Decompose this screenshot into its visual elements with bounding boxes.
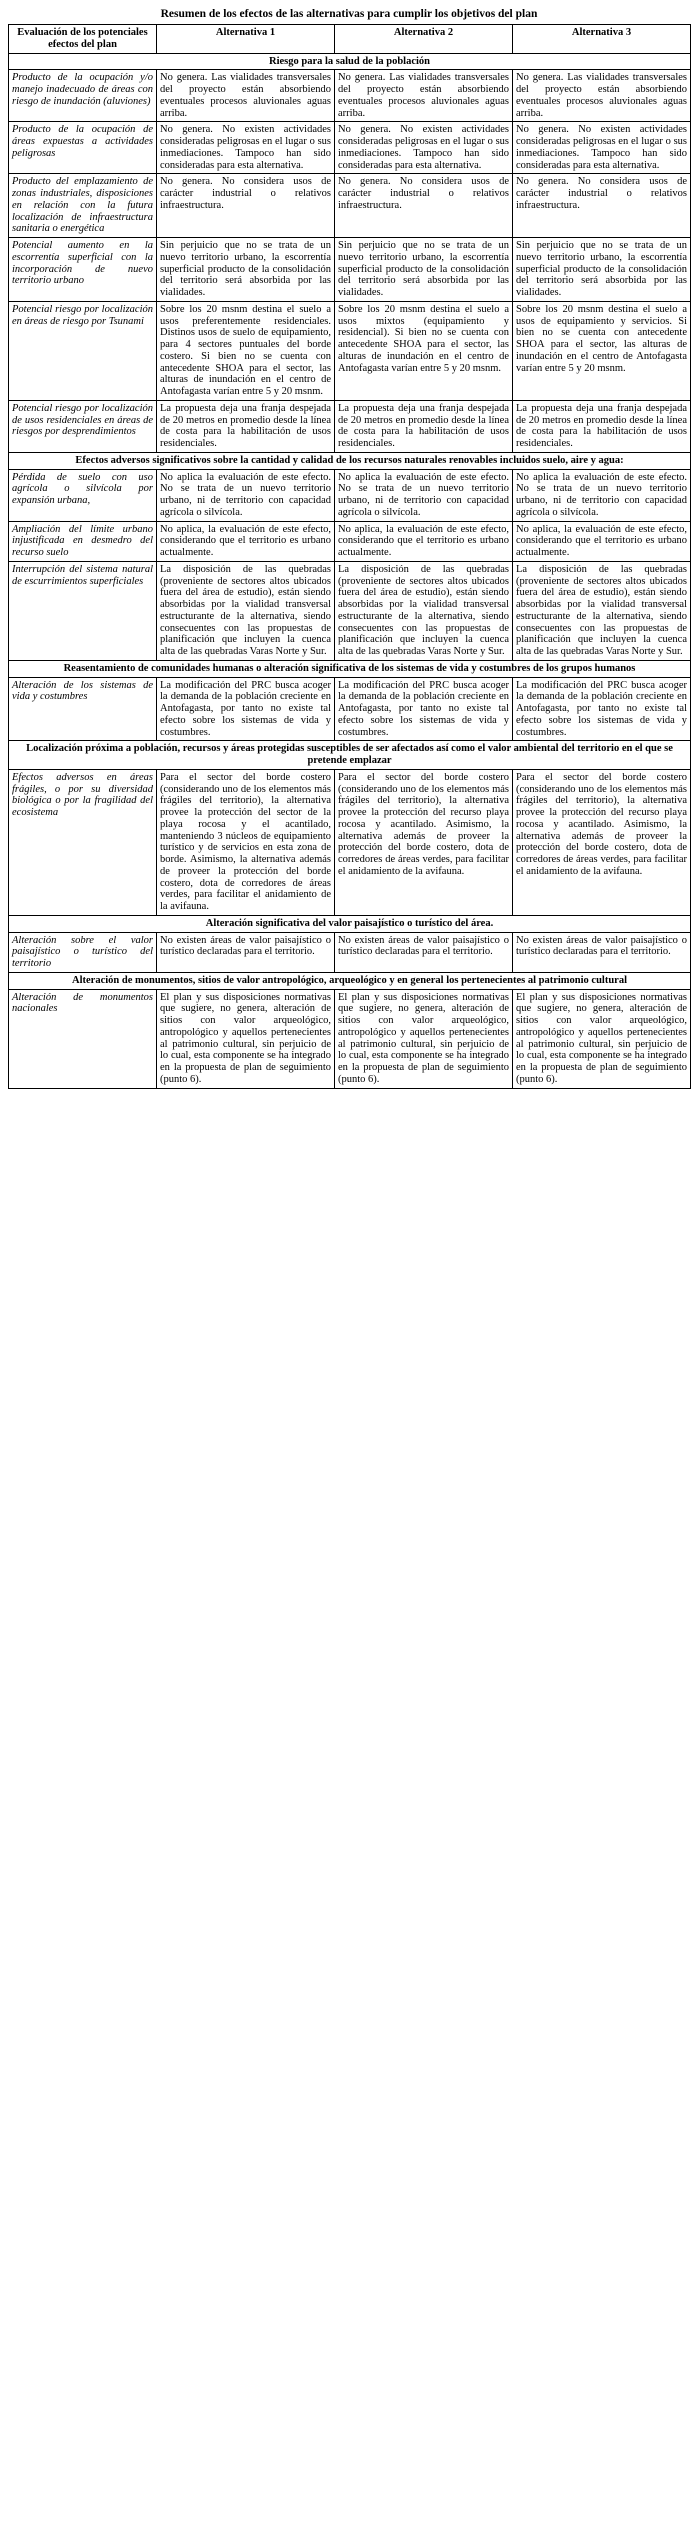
row-criterion: Potencial riesgo por localización de usos residenciales en áreas de riesgos por desprendimientos [9,400,157,452]
table-row [9,521,691,561]
row-alt1: La modificación del PRC busca acoger la demanda de la población creciente en Antofagasta, por tanto no existe tal efecto sobre los sistemas de vida y costumbres. [157,677,335,741]
row-criterion: Ampliación del límite urbano injustificada en desmedro del recurso suelo [9,521,157,561]
document-page [0,0,698,1099]
row-alt3: Sin perjuicio que no se trata de un nuevo territorio urbano, la escorrentía superficial producto de la consolidación del territorio será absorbida por las vialidades. [513,238,691,302]
table-row [9,301,691,400]
row-alt3: No genera. Las vialidades transversales del proyecto están absorbiendo eventuales procesos aluvionales aguas arriba. [513,70,691,122]
section-band-label: Efectos adversos significativos sobre la cantidad y calidad de los recursos naturales renovables incluidos suelo, aire y agua: [9,452,691,469]
row-alt2: La disposición de las quebradas (proveniente de sectores altos ubicados fuera del área de estudio), están siendo absorbidas por la vialidad transversal estructurante de la alternativa, siendo consecuentes con las propuestas de planificación que incluyen la cuenca alta de las quebradas Varas Norte y Sur. [335,561,513,660]
row-criterion: Alteración sobre el valor paisajístico o turístico del territorio [9,932,157,972]
row-alt2: La propuesta deja una franja despejada de 20 metros en promedio desde la línea de costa para la habilitación de usos residenciales. [335,400,513,452]
section-band-row [9,972,691,989]
row-alt1: No genera. No considera usos de carácter industrial o relativos infraestructura. [157,174,335,238]
header-alternativa-1: Alternativa 1 [157,25,335,54]
row-alt3: No genera. No existen actividades consideradas peligrosas en el lugar o sus inmediaciones. Tampoco han sido consideradas para esta alternativa. [513,122,691,174]
row-alt3: No aplica, la evaluación de este efecto, considerando que el territorio es urbano actualmente. [513,521,691,561]
table-row [9,400,691,452]
row-criterion: Producto del emplazamiento de zonas industriales, disposiciones en relación con la futura localización de infraestructura sanitaria o energética [9,174,157,238]
table-row [9,561,691,660]
row-alt3: No existen áreas de valor paisajístico o turístico declaradas para el territorio. [513,932,691,972]
table-header-row [9,25,691,54]
row-alt2: No aplica la evaluación de este efecto. No se trata de un nuevo territorio urbano, ni de territorio con capacidad agrícola o silvícola. [335,469,513,521]
row-alt1: Para el sector del borde costero (considerando uno de los elementos más frágiles del territorio), la alternativa provee la protección del sector de la playa rocosa y el acantilado, manteniendo 3 núcleos de equipamiento turístico y de servicios en esta zona de borde. Asimismo, la alternativa además de proveer la protección del borde costero, dota de corredores de áreas verdes, para facilitar el anidamiento de la avifauna. [157,769,335,915]
row-alt3: La modificación del PRC busca acoger la demanda de la población creciente en Antofagasta, por tanto no existe tal efecto sobre los sistemas de vida y costumbres. [513,677,691,741]
section-band-label: Riesgo para la salud de la población [9,53,691,70]
row-alt2: No existen áreas de valor paisajístico o turístico declaradas para el territorio. [335,932,513,972]
row-alt2: No genera. No existen actividades consideradas peligrosas en el lugar o sus inmediaciones. Tampoco han sido consideradas para esta alternativa. [335,122,513,174]
table-row [9,932,691,972]
row-alt2: Para el sector del borde costero (considerando uno de los elementos más frágiles del territorio), la alternativa provee la protección del recurso playa rocosa y acantilado. Asimismo, la alternativa además de proveer la protección del borde costero, dota de corredores de áreas verdes, para facilitar el anidamiento de la avifauna. [335,769,513,915]
row-criterion: Potencial riesgo por localización en áreas de riesgo por Tsunami [9,301,157,400]
table-row [9,677,691,741]
section-band-row [9,741,691,770]
row-alt2: El plan y sus disposiciones normativas que sugiere, no genera, alteración de sitios con valor arqueológico, antropológico y aquellos pertenecientes al patrimonio cultural, sin perjuicio de lo cual, esta componente se ha integrado en la propuesta de plan de seguimiento (punto 6). [335,989,513,1088]
row-alt1: No genera. No existen actividades consideradas peligrosas en el lugar o sus inmediaciones. Tampoco han sido consideradas para esta alternativa. [157,122,335,174]
table-row [9,122,691,174]
section-band-label: Reasentamiento de comunidades humanas o alteración significativa de los sistemas de vida y costumbres de los grupos humanos [9,660,691,677]
section-band-label: Alteración de monumentos, sitios de valor antropológico, arqueológico y en general los pertenecientes al patrimonio cultural [9,972,691,989]
header-criteria: Evaluación de los potenciales efectos del plan [9,25,157,54]
row-criterion: Producto de la ocupación de áreas expuestas a actividades peligrosas [9,122,157,174]
row-alt3: Sobre los 20 msnm destina el suelo a usos de equipamiento y servicios. Si bien no se cuenta con antecedente SHOA para el sector, las alturas de inundación en el centro de Antofagasta varían entre 5 y 20 msnm. [513,301,691,400]
row-criterion: Alteración de los sistemas de vida y costumbres [9,677,157,741]
row-alt3: No aplica la evaluación de este efecto. No se trata de un nuevo territorio urbano, ni de territorio con capacidad agrícola o silvícola. [513,469,691,521]
table-row [9,989,691,1088]
row-alt1: No aplica, la evaluación de este efecto, considerando que el territorio es urbano actualmente. [157,521,335,561]
row-alt2: No genera. Las vialidades transversales del proyecto están absorbiendo eventuales procesos aluvionales aguas arriba. [335,70,513,122]
row-alt1: La disposición de las quebradas (proveniente de sectores altos ubicados fuera del área de estudio), están siendo absorbidas por la vialidad transversal estructurante de la alternativa, siendo consecuentes con las propuestas de planificación que incluyen la cuenca alta de las quebradas Varas Norte y Sur. [157,561,335,660]
header-alternativa-3: Alternativa 3 [513,25,691,54]
table-row [9,469,691,521]
alternatives-summary-table [8,24,691,1089]
row-alt2: La modificación del PRC busca acoger la demanda de la población creciente en Antofagasta, por tanto no existe tal efecto sobre los sistemas de vida y costumbres. [335,677,513,741]
row-alt2: Sin perjuicio que no se trata de un nuevo territorio urbano, la escorrentía superficial producto de la consolidación del territorio será absorbida por las vialidades. [335,238,513,302]
row-alt1: No genera. Las vialidades transversales del proyecto están absorbiendo eventuales procesos aluvionales aguas arriba. [157,70,335,122]
section-band-label: Localización próxima a población, recursos y áreas protegidas susceptibles de ser afectados así como el valor ambiental del territorio en el que se pretende emplazar [9,741,691,770]
row-alt2: No genera. No considera usos de carácter industrial o relativos infraestructura. [335,174,513,238]
table-row [9,238,691,302]
row-alt2: Sobre los 20 msnm destina el suelo a usos mixtos (equipamiento y residencial). Si bien no se cuenta con antecedente SHOA para el sector, las alturas de inundación en el centro de Antofagasta varían entre 5 y 20 msnm. [335,301,513,400]
section-band-row [9,660,691,677]
row-criterion: Pérdida de suelo con uso agrícola o silvícola por expansión urbana, [9,469,157,521]
row-alt1: El plan y sus disposiciones normativas que sugiere, no genera, alteración de sitios con valor arqueológico, antropológico y aquellos pertenecientes al patrimonio cultural, sin perjuicio de lo cual, esta componente se ha integrado en la propuesta de plan de seguimiento (punto 6). [157,989,335,1088]
header-alternativa-2: Alternativa 2 [335,25,513,54]
row-alt3: La disposición de las quebradas (proveniente de sectores altos ubicados fuera del área de estudio), están siendo absorbidas por la vialidad transversal estructurante de la alternativa, siendo consecuentes con las propuestas de planificación que incluyen la cuenca alta de las quebradas Varas Norte y Sur. [513,561,691,660]
page-title: Resumen de los efectos de las alternativas para cumplir los objetivos del plan [160,8,538,20]
row-alt3: Para el sector del borde costero (considerando uno de los elementos más frágiles del territorio), la alternativa provee la protección del recurso playa rocosa y acantilado. Asimismo, la alternativa además de proveer la protección del borde costero, dota de corredores de áreas verdes, para facilitar el anidamiento de la avifauna. [513,769,691,915]
row-criterion: Potencial aumento en la escorrentía superficial con la incorporación de nuevo territorio urbano [9,238,157,302]
row-alt2: No aplica, la evaluación de este efecto, considerando que el territorio es urbano actualmente. [335,521,513,561]
table-row [9,70,691,122]
table-row [9,174,691,238]
row-alt1: No aplica la evaluación de este efecto. No se trata de un nuevo territorio urbano, ni de territorio con capacidad agrícola o silvícola. [157,469,335,521]
row-alt1: La propuesta deja una franja despejada de 20 metros en promedio desde la línea de costa para la habilitación de usos residenciales. [157,400,335,452]
row-alt1: Sin perjuicio que no se trata de un nuevo territorio urbano, la escorrentía superficial producto de la consolidación del territorio será absorbida por las vialidades. [157,238,335,302]
row-alt3: El plan y sus disposiciones normativas que sugiere, no genera, alteración de sitios con valor arqueológico, antropológico y aquellos pertenecientes al patrimonio cultural, sin perjuicio de lo cual, esta componente se ha integrado en la propuesta de plan de seguimiento (punto 6). [513,989,691,1088]
row-alt3: No genera. No considera usos de carácter industrial o relativos infraestructura. [513,174,691,238]
row-alt3: La propuesta deja una franja despejada de 20 metros en promedio desde la línea de costa para la habilitación de usos residenciales. [513,400,691,452]
row-criterion: Interrupción del sistema natural de escurrimientos superficiales [9,561,157,660]
row-alt1: No existen áreas de valor paisajístico o turístico declaradas para el territorio. [157,932,335,972]
section-band-row [9,915,691,932]
section-band-row [9,53,691,70]
section-band-row [9,452,691,469]
row-criterion: Efectos adversos en áreas frágiles, o por su diversidad biológica o por la fragilidad del ecosistema [9,769,157,915]
section-band-label: Alteración significativa del valor paisajístico o turístico del área. [9,915,691,932]
row-alt1: Sobre los 20 msnm destina el suelo a usos preferentemente residenciales. Distinos usos de suelo de equipamiento, para 4 sectores puntuales del borde costero. Si bien no se cuenta con antecedente SHOA para el sector, las alturas de inundación en el centro de Antofagasta varían entre 5 y 20 msnm. [157,301,335,400]
table-row [9,769,691,915]
row-criterion: Producto de la ocupación y/o manejo inadecuado de áreas con riesgo de inundación (aluviones) [9,70,157,122]
row-criterion: Alteración de monumentos nacionales [9,989,157,1088]
